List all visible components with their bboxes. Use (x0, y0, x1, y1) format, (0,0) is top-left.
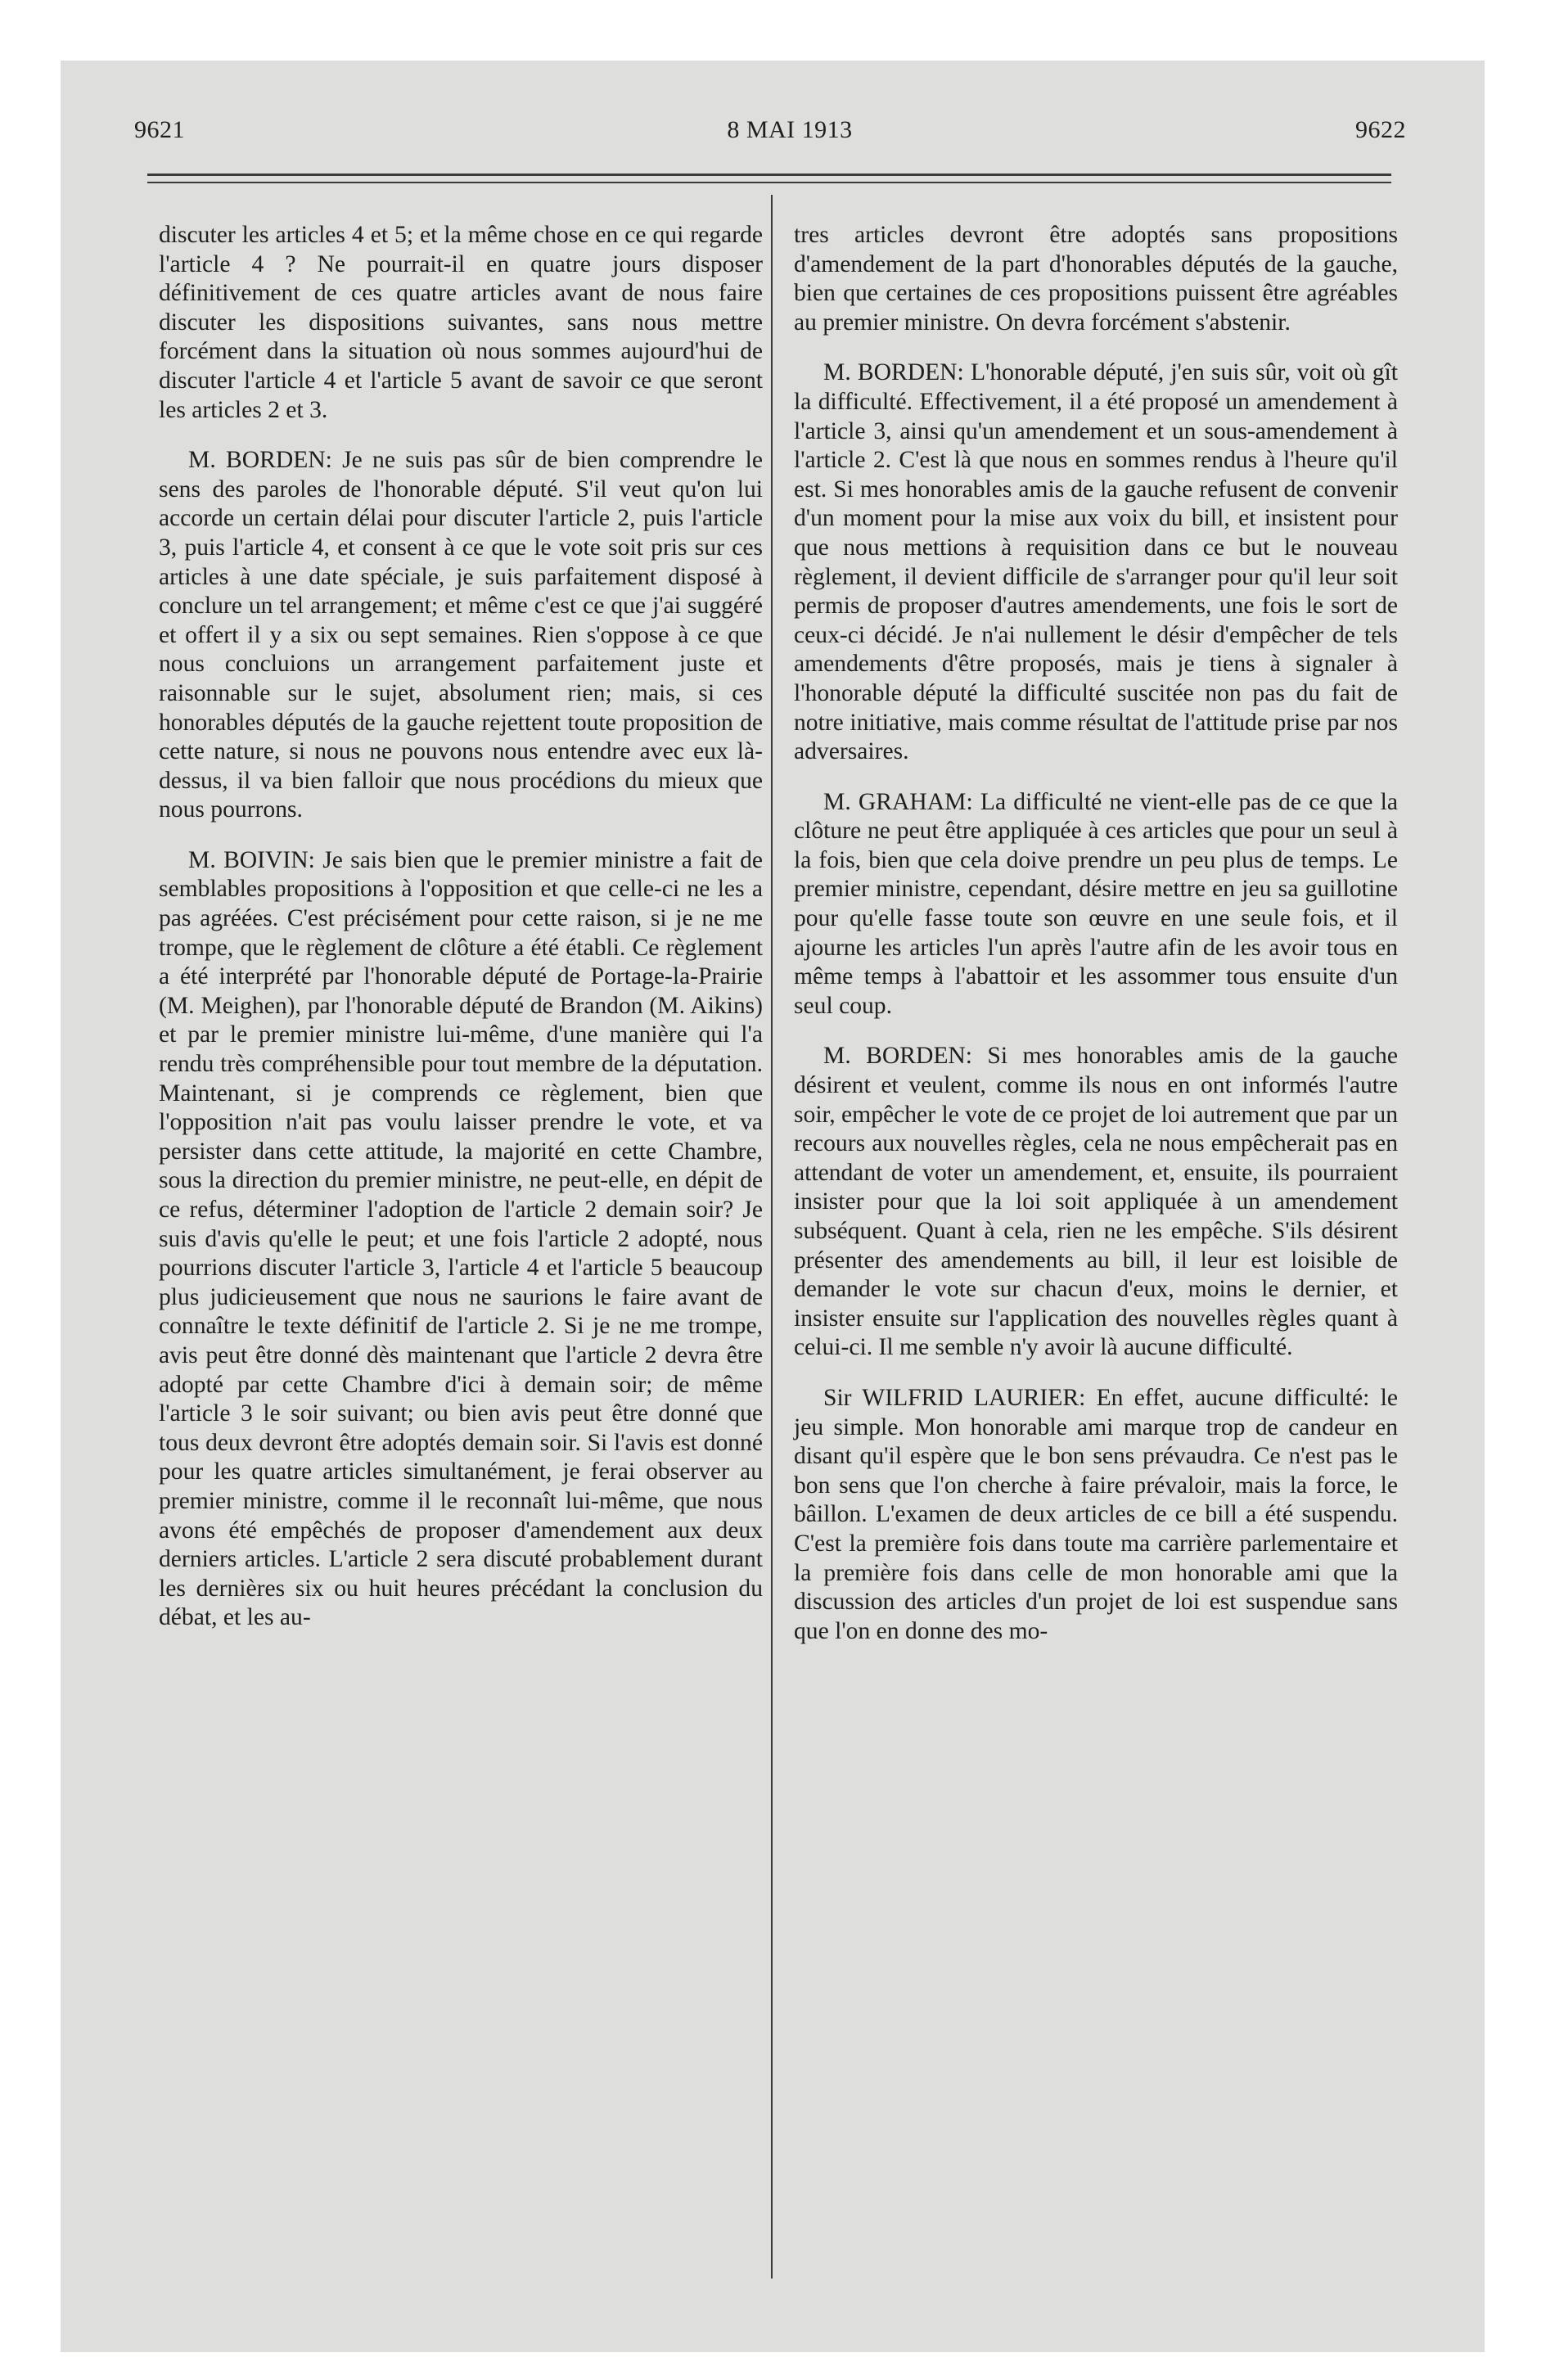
paragraph: M. GRAHAM: La difficulté ne vient-elle pas de ce que la clôture ne peut être appliquée à ces articles que pour un seul à la fois, bien que cela doive prendre un peu plus de temps. Le premier ministre, cependant, désire mettre en jeu sa guillotine pour qu'elle fasse toute son œuvre en une seule fois, et il ajourne les articles l'un après l'autre afin de les avoir tous en même temps à l'abattoir et les assommer tous ensuite d'un seul coup. (794, 788, 1398, 1019)
page-number-left: 9621 (134, 116, 185, 143)
right-column (794, 221, 1398, 1646)
paragraph: Sir WILFRID LAURIER: En effet, aucune difficulté: le jeu simple. Mon honorable ami marque trop de candeur en disant qu'il espère que le bon sens prévaudra. Ce n'est pas le bon sens que l'on cherche à faire prévaloir, mais la force, le bâillon. L'examen de deux articles de ce bill a été suspendu. C'est la première fois dans toute ma carrière parlementaire et la première fois dans celle de mon honorable ami que la discussion des articles d'un projet de loi est suspendue sans que l'on en donne des mo- (794, 1384, 1398, 1644)
paragraph: M. BORDEN: Je ne suis pas sûr de bien comprendre le sens des paroles de l'honorable député. S'il veut qu'on lui accorde un certain délai pour discuter l'article 2, puis l'article 3, puis l'article 4, et consent à ce que le vote soit pris sur ces articles à une date spéciale, je suis parfaitement disposé à conclure un tel arrangement; et même c'est ce que j'ai suggéré et offert il y a six ou sept semaines. Rien s'oppose à ce que nous concluions un arrangement parfaitement juste et raisonnable sur le sujet, absolument rien; mais, si ces honorables députés de la gauche rejettent toute proposition de cette nature, si nous ne pouvons nous entendre avec eux là-dessus, il va bien falloir que nous procédions du mieux que nous pourrons. (159, 447, 763, 823)
column-divider (771, 195, 773, 2279)
paragraph: M. BOIVIN: Je sais bien que le premier ministre a fait de semblables propositions à l'opposition et que celle-ci ne les a pas agréées. C'est précisément pour cette raison, si je ne me trompe, que le règlement de clôture a été établi. Ce règlement a été interprété par l'honorable député de Portage-la-Prairie (M. Meighen), par l'honorable député de Brandon (M. Aikins) et par le premier ministre lui-même, d'une manière qui l'a rendu très compréhensible pour tout membre de la députation. Maintenant, si je comprends ce règlement, bien que l'opposition n'ait pas voulu laisser prendre le vote, et va persister dans cette attitude, la majorité en cette Chambre, sous la direction du premier ministre, ne peut-elle, en dépit de ce refus, déterminer l'adoption de l'article 2 demain soir? Je suis d'avis qu'elle le peut; et une fois l'article 2 adopté, nous pourrions discuter l'article 3, l'article 4 et l'article 5 beaucoup plus judicieusement que nous ne saurions le faire avant de connaître le texte définitif de l'article 2. Si je ne me trompe, avis peut être donné dès maintenant que l'article 2 devra être adopté par cette Chambre d'ici à demain soir; de même l'article 3 le soir suivant; ou bien avis peut être donné que tous deux devront être adoptés demain soir. Si l'avis est donné pour les quatre articles simultanément, je ferai observer au premier ministre, comme il le reconnaît lui-même, que nous avons été empêchés de proposer d'amendement aux deux derniers articles. L'article 2 sera discuté probablement durant les dernières six ou huit heures précédant la conclusion du débat, et les au- (159, 846, 763, 1631)
paragraph: tres articles devront être adoptés sans propositions d'amendement de la part d'honorables députés de la gauche, bien que certaines de ces propositions puissent être agréables au premier ministre. On devra forcément s'abstenir. (794, 222, 1398, 336)
paragraph: M. BORDEN: Si mes honorables amis de la gauche désirent et veulent, comme ils nous en ont informés l'autre soir, empêcher le vote de ce projet de loi autrement que par un recours aux nouvelles règles, cela ne nous empêcherait pas en attendant de voter un amendement, et, ensuite, ils pourraient insister pour que la loi soit appliquée à un amendement subséquent. Quant à cela, rien ne les empêche. S'ils désirent présenter des amendements au bill, il leur est loisible de demander le vote sur chacun d'eux, moins le dernier, et insister ensuite sur l'application des nouvelles règles quant à celui-ci. Il me semble n'y avoir là aucune difficulté. (794, 1043, 1398, 1361)
page-number-right: 9622 (1355, 116, 1406, 143)
header-rule-top (147, 174, 1391, 176)
header-rule-bottom (147, 182, 1391, 183)
left-column (159, 221, 763, 1633)
paragraph: M. BORDEN: L'honorable député, j'en suis sûr, voit où gît la difficulté. Effectivement, il a été proposé un amendement à l'article 3, ainsi qu'un amendement et un sous-amendement à l'article 2. C'est là que nous en sommes rendus à l'heure qu'il est. Si mes honorables amis de la gauche refusent de convenir d'un moment pour la mise aux voix du bill, et insistent pour que nous mettions à requisition dans ce but le nouveau règlement, il devient difficile de s'arranger pour qu'il leur soit permis de proposer d'autres amendements, une fois le sort de ceux-ci décidé. Je n'ai nullement le désir d'empêcher de tels amendements d'être proposés, mais je tiens à signaler à l'honorable député la difficulté suscitée non pas du fait de notre initiative, mais comme résultat de l'attitude prise par nos adversaires. (794, 359, 1398, 765)
paragraph: discuter les articles 4 et 5; et la même chose en ce qui regarde l'article 4 ? Ne pourrait-il en quatre jours disposer définitivement de ces quatre articles avant de nous faire discuter les dispositions suivantes, sans nous mettre forcément dans la situation où nous sommes aujourd'hui de discuter l'article 4 et l'article 5 avant de savoir ce que seront les articles 2 et 3. (159, 222, 763, 423)
header-date: 8 MAI 1913 (727, 116, 853, 143)
